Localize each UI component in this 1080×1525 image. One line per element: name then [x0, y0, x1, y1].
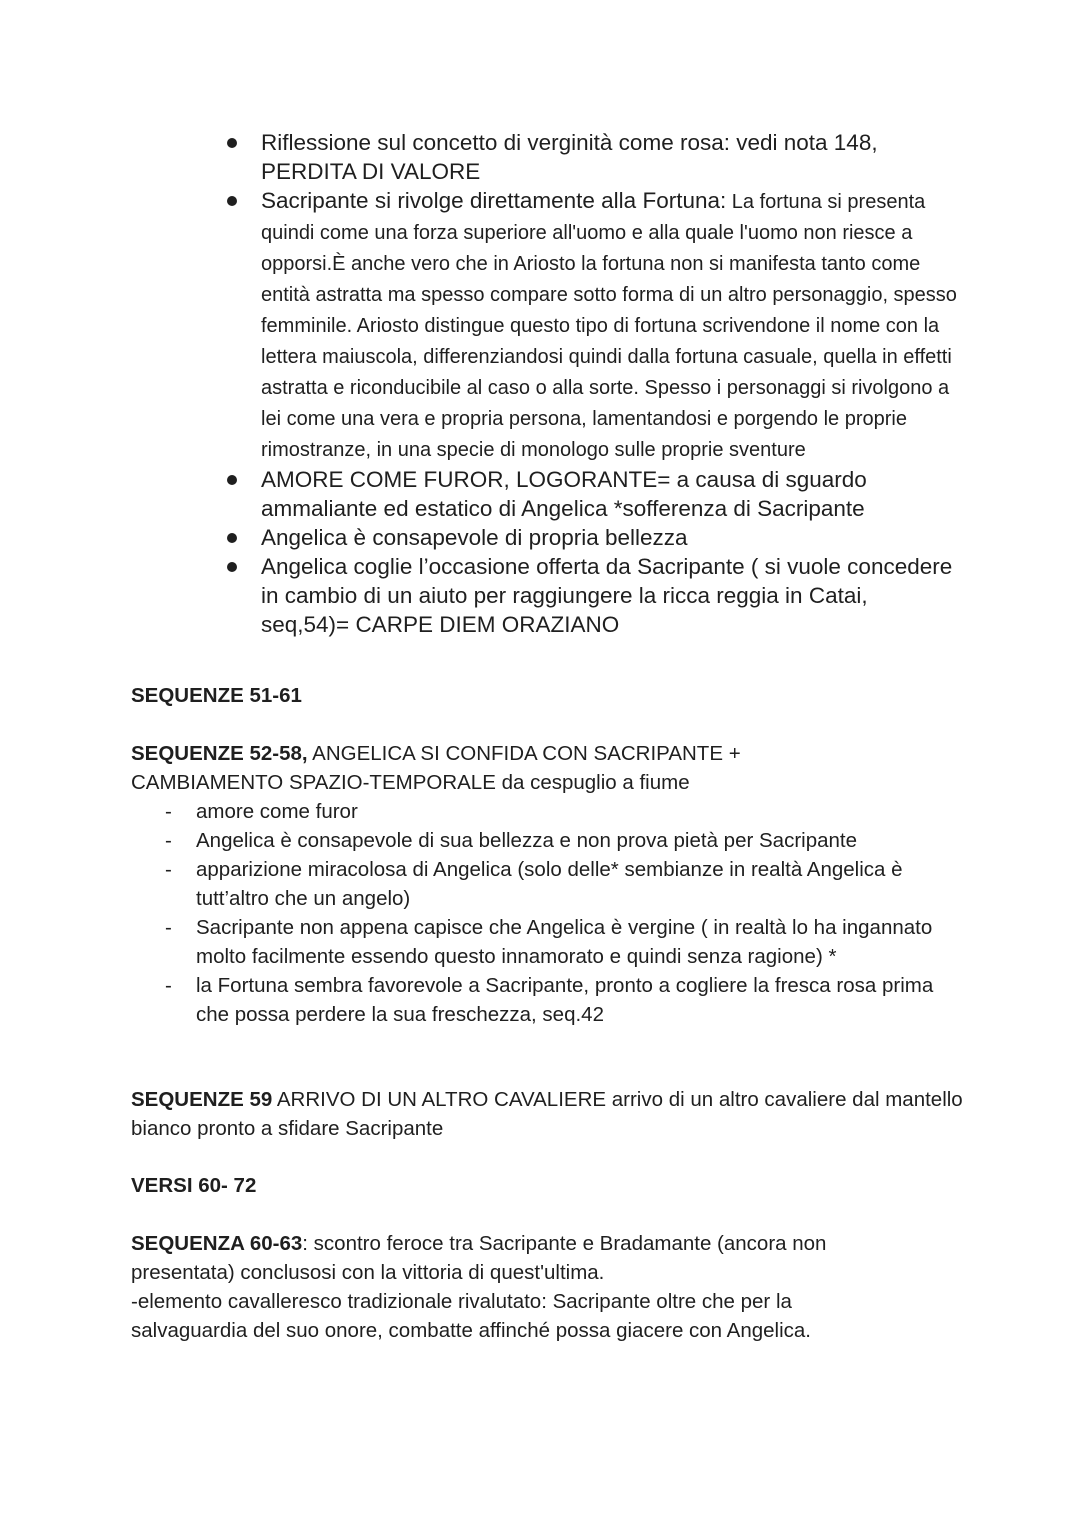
list-item-text: Angelica è consapevole di sua bellezza e non prova pietà per Sacripante — [196, 829, 857, 852]
bullet-item-fortuna — [222, 186, 962, 465]
bullet-detail-text: La fortuna si presenta quindi come una forza superiore all'uomo e alla quale l'uomo non riesce a opporsi.È anche vero che in Ariosto la fortuna non si manifesta tanto come entità astratta ma spesso compare sotto forma di un altro personaggio, spesso femminile. Ariosto distingue questo tipo di fortuna scrivendone il nome con la lettera maiuscola, differenziandosi quindi dalla fortuna casuale, quella in effetti astratta e riconducibile al caso o alla sorte. Spesso i personaggi si rivolgono a lei come una vera e propria persona, lamentandosi e porgendo le proprie rimostranze, in una specie di monologo sulle proprie sventure — [261, 191, 957, 461]
bullet-text: Riflessione sul concetto di verginità come rosa: vedi nota 148, PERDITA DI VALORE — [261, 130, 878, 184]
list-item-text: apparizione miracolosa di Angelica (solo delle* sembianze in realtà Angelica è tutt’altro che un angelo) — [196, 858, 903, 910]
heading-versi-60-72: VERSI 60- 72 — [131, 1174, 257, 1197]
bullet-dot-icon — [227, 533, 237, 543]
bullet-item-verginita — [222, 128, 962, 186]
bullet-dot-icon — [227, 138, 237, 148]
dash-mark: - — [165, 829, 172, 852]
list-item-text: la Fortuna sembra favorevole a Sacripante, pronto a cogliere la fresca rosa prima che possa perdere la sua freschezza, seq.42 — [196, 974, 934, 1026]
heading-sequenze-51-61: SEQUENZE 51-61 — [131, 684, 302, 707]
bullet-item-bellezza — [222, 523, 962, 552]
bullet-text: Angelica è consapevole di propria bellezza — [261, 525, 688, 550]
bullet-item-amore-furor — [222, 465, 962, 523]
bullet-dot-icon — [227, 562, 237, 572]
paragraph-sequenze-52-58 — [131, 739, 811, 797]
paragraph-sequenza-60-63 — [131, 1229, 901, 1287]
paragraph-bold-label: SEQUENZE 59 — [131, 1088, 273, 1111]
paragraph-text: ARRIVO DI UN ALTRO CAVALIERE arrivo di un altro cavaliere dal mantello bianco pronto a sfidare Sacripante — [131, 1088, 963, 1140]
list-item — [160, 971, 960, 1029]
dash-mark: - — [165, 974, 172, 997]
paragraph-elemento-cavalleresco: -elemento cavalleresco tradizionale rivalutato: Sacripante oltre che per la salvaguardia del suo onore, combatte affinché possa giacere con Angelica. — [131, 1290, 811, 1342]
bullet-text: Angelica coglie l’occasione offerta da Sacripante ( si vuole concedere in cambio di un aiuto per raggiungere la ricca reggia in Catai, seq,54)= CARPE DIEM ORAZIANO — [261, 554, 953, 637]
paragraph-bold-label: SEQUENZE 52-58, — [131, 742, 308, 765]
dash-mark: - — [165, 858, 172, 881]
paragraph-bold-label: SEQUENZA 60-63 — [131, 1232, 303, 1255]
bullet-dot-icon — [227, 196, 237, 206]
list-item-text: Sacripante non appena capisce che Angelica è vergine ( in realtà lo ha ingannato molto facilmente essendo questo innamorato e quindi senza ragione) * — [196, 916, 933, 968]
list-item-text: amore come furor — [196, 800, 358, 823]
paragraph-text: ANGELICA SI CONFIDA CON SACRIPANTE + CAMBIAMENTO SPAZIO-TEMPORALE da cespuglio a fiume — [131, 742, 741, 794]
dash-list — [160, 797, 960, 1029]
bullet-text: Sacripante si rivolge direttamente alla Fortuna: — [261, 188, 727, 213]
paragraph-text: : scontro feroce tra Sacripante e Bradamante (ancora non presentata) conclusosi con la vittoria di quest'ultima. — [131, 1232, 827, 1284]
bullet-list — [222, 128, 962, 639]
list-item — [160, 913, 960, 971]
list-item — [160, 826, 960, 855]
bullet-item-carpe-diem — [222, 552, 962, 639]
list-item — [160, 855, 960, 913]
paragraph-sequenze-59 — [131, 1085, 971, 1143]
list-item — [160, 797, 960, 826]
dash-mark: - — [165, 800, 172, 823]
bullet-dot-icon — [227, 475, 237, 485]
bullet-text: AMORE COME FUROR, LOGORANTE= a causa di sguardo ammaliante ed estatico di Angelica *sofferenza di Sacripante — [261, 467, 867, 521]
dash-mark: - — [165, 916, 172, 939]
